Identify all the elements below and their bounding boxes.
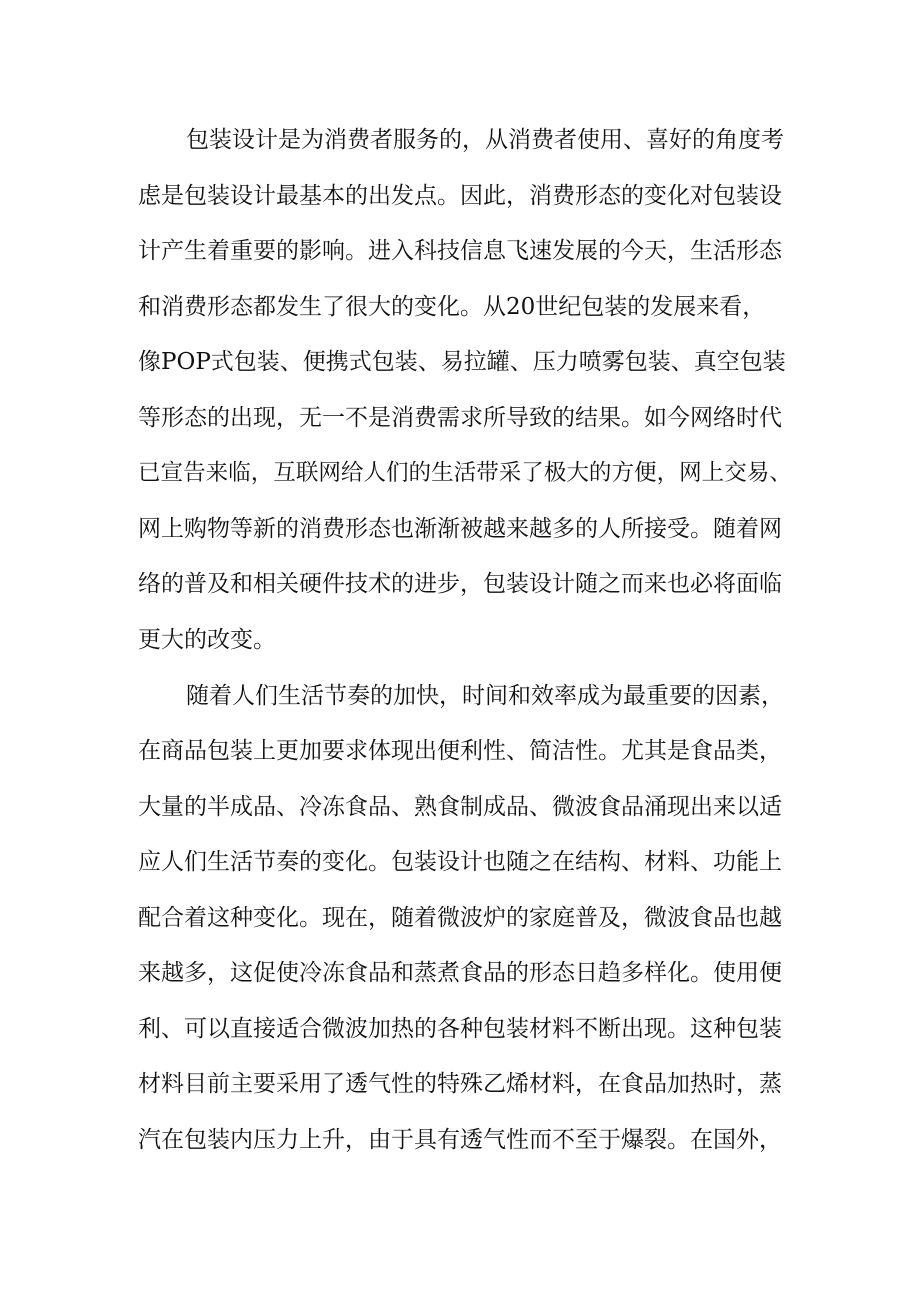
paragraph-1-line-6: 等形态的出现，无一不是消费需求所导致的结果。如今网络时代 [138,405,782,431]
paragraph-2-line-8: 材料目前主要采用了透气性的特殊乙烯材料，在食品加热时，蒸 [138,1071,782,1097]
paragraph-2-line-4: 应人们生活节奏的变化。包装设计也随之在结构、材料、功能上 [138,849,782,875]
paragraph-1-line-5: 像POP式包装、便携式包装、易拉罐、压力喷雾包装、真空包装 [138,349,786,375]
paragraph-1-line-3: 计产生着重要的影响。进入科技信息飞速发展的今天，生活形态 [138,238,782,264]
paragraph-1-line-9: 络的普及和相关硬件技术的进步，包装设计随之而来也必将面临 [138,571,782,597]
paragraph-1-line-10: 更大的改变。 [138,627,276,653]
paragraph-2-line-3: 大量的半成品、冷冻食品、熟食制成品、微波食品涌现出来以适 [138,794,782,820]
paragraph-2-line-9: 汽在包装内压力上升，由于具有透气性而不至于爆裂。在国外， [138,1127,782,1153]
paragraph-2-line-5: 配合着这种变化。现在，随着微波炉的家庭普及，微波食品也越 [138,905,782,931]
paragraph-1-line-2: 虑是包装设计最基本的出发点。因此，消费形态的变化对包装设 [138,183,782,209]
paragraph-1-line-4: 和消费形态都发生了很大的变化。从20世纪包装的发展来看， [138,294,766,320]
paragraph-1-line-1: 包装设计是为消费者服务的，从消费者使用、喜好的角度考 [186,127,784,153]
paragraph-2-line-6: 来越多，这促使冷冻食品和蒸煮食品的形态日趋多样化。使用便 [138,960,782,986]
paragraph-2-line-1: 随着人们生活节奏的加快，时间和效率成为最重要的因素， [186,683,784,709]
paragraph-2-line-7: 利、可以直接适合微波加热的各种包装材料不断出现。这种包装 [138,1016,782,1042]
paragraph-1-line-8: 网上购物等新的消费形态也渐渐被越来越多的人所接受。随着网 [138,516,782,542]
paragraph-1-line-7: 已宣告来临，互联网给人们的生活带采了极大的方便，网上交易、 [138,460,792,486]
paragraph-2-line-2: 在商品包装上更加要求体现出便利性、简洁性。尤其是食品类， [138,738,782,764]
